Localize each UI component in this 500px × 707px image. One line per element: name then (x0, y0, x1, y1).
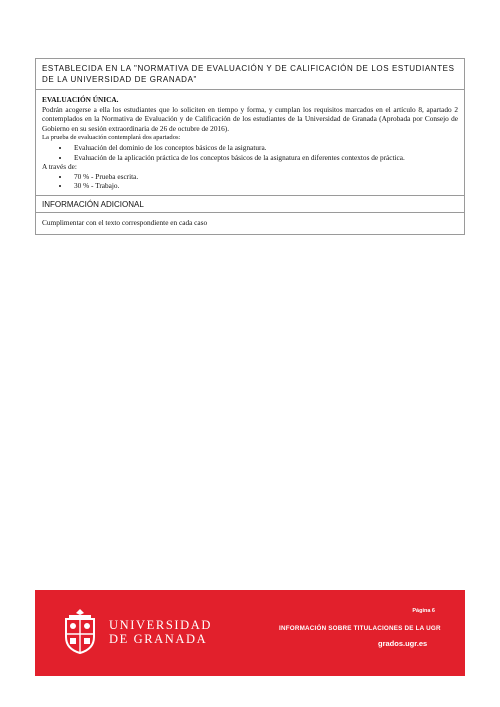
evaluation-title: EVALUACIÓN ÚNICA. (42, 95, 119, 104)
university-crest-icon (60, 607, 100, 655)
university-name (109, 618, 212, 646)
evaluation-intro: La prueba de evaluación contemplará dos apartados: (42, 134, 181, 142)
evaluation-items-list (42, 143, 458, 162)
list-item: • 30 % - Trabajo. (70, 181, 458, 191)
section-heading-evaluation: ESTABLECIDA EN LA "NORMATIVA DE EVALUACIÓN Y DE CALIFICACIÓN DE LOS ESTUDIANTES DE LA UNIVERSIDAD DE GRANADA" (36, 59, 464, 90)
list-item: • 70 % - Prueba escrita. (70, 172, 458, 182)
evaluation-paragraph: Podrán acogerse a ella los estudiantes que lo soliciten en tiempo y forma, y cumplan los requisitos marcados en el artículo 8, apartado 2 contemplados en la Normativa de Evaluación y de Calificación de los estudiantes de la Universidad de Granada (Aprobada por Consejo de Gobierno en su sesión extraordinaria de 26 de octubre de 2016). (42, 104, 458, 133)
through-label: A través de: (42, 162, 77, 172)
website-link[interactable]: grados.ugr.es (378, 639, 428, 648)
weights-list (42, 172, 458, 191)
page-number: Página 6 (412, 608, 435, 614)
section-heading-additional: INFORMACIÓN ADICIONAL (36, 196, 464, 213)
document-table (35, 58, 465, 235)
footer-banner (35, 590, 465, 676)
university-name-line2: DE GRANADA (109, 632, 208, 646)
list-item: • Evaluación de la aplicación práctica de los conceptos básicos de la asignatura en diferentes contextos de práctica. (70, 153, 458, 163)
section-body-evaluation (36, 90, 464, 196)
section-body-additional: Cumplimentar con el texto correspondiente en cada caso (42, 217, 208, 227)
list-item: • Evaluación del dominio de los conceptos básicos de la asignatura. (70, 143, 458, 153)
university-name-line1: UNIVERSIDAD (109, 618, 213, 632)
info-title: INFORMACIÓN SOBRE TITULACIONES DE LA UGR (279, 625, 441, 632)
